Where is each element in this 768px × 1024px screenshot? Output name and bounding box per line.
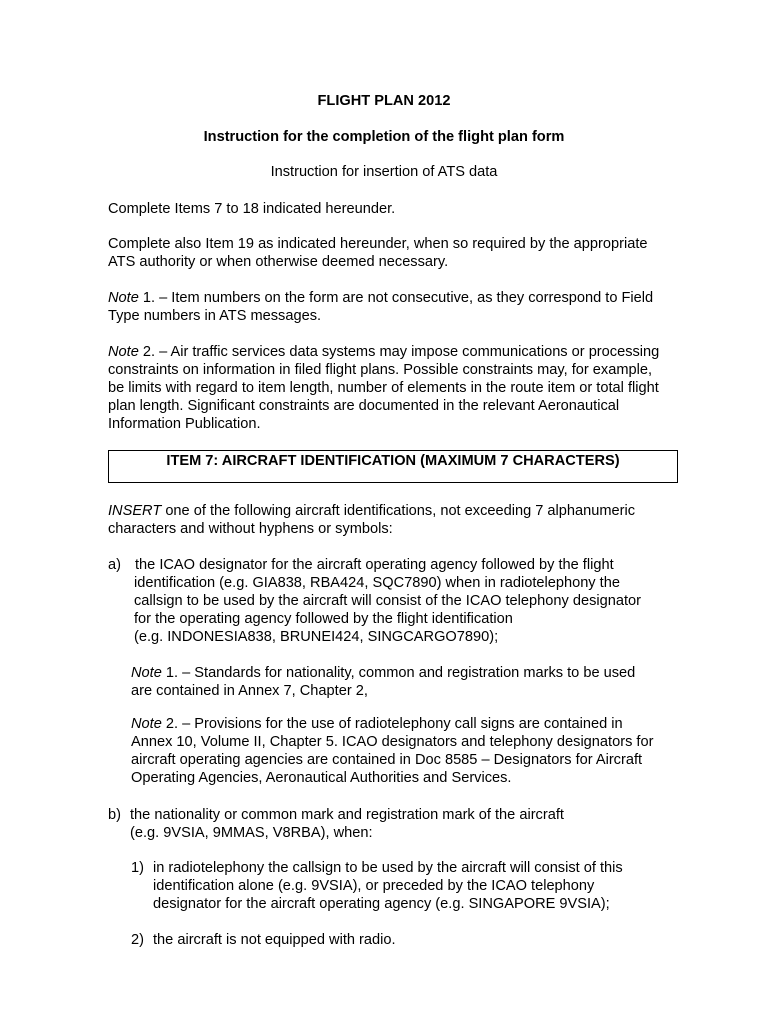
item-a-note-1: Note 1. – Standards for nationality, common and registration marks to be used are contained in Annex 7, Chapter 2, — [131, 665, 636, 699]
list-marker-a: a) — [108, 557, 121, 573]
insert-instruction: INSERT one of the following aircraft identifications, not exceeding 7 alphanumeric characters and without hyphens or symbols: — [108, 503, 636, 537]
note-label: Note — [131, 665, 162, 681]
list-item-a: the ICAO designator for the aircraft operating agency followed by the flight identification (e.g. GIA838, RBA424, SQC7890) when in radiotelephony the callsign to be used by the aircraft will consist of the ICAO telephony designator for the operating agency followed by the flight identification (e.g. INDONESIA838, BRUNEI424, SINGCARGO7890); — [134, 557, 641, 645]
note-2: Note 2. – Air traffic services data systems may impose communications or processing constraints on information in filed flight plans. Possible constraints may, for example, be limits with regard to item length, number of elements in the route item or total flight plan length. Significant constraints are documented in the relevant Aeronautical Information Publication. — [108, 344, 660, 432]
list-item-b2: the aircraft is not equipped with radio. — [153, 932, 396, 948]
item7-heading-box — [108, 450, 678, 483]
list-marker-b: b) — [108, 807, 121, 823]
intro-paragraph-1: Complete Items 7 to 18 indicated hereunder. — [108, 201, 396, 217]
intro-paragraph-2: Complete also Item 19 as indicated hereunder, when so required by the appropriate ATS authority or when otherwise deemed necessary. — [108, 236, 648, 270]
note-label: Note — [108, 290, 139, 306]
list-item-b: the nationality or common mark and registration mark of the aircraft (e.g. 9VSIA, 9MMAS, V8RBA), when: — [130, 807, 564, 841]
page-subtitle: Instruction for the completion of the flight plan form — [203, 129, 565, 145]
note-1: Note 1. – Item numbers on the form are not consecutive, as they correspond to Field Type numbers in ATS messages. — [108, 290, 654, 324]
note-label: Note — [131, 716, 162, 732]
list-marker-b1: 1) — [131, 860, 144, 876]
item-a-note-2: Note 2. – Provisions for the use of radiotelephony call signs are contained in Annex 10, Volume II, Chapter 5. ICAO designators and telephony designators for aircraft operating agencies are contained in Doc 8585 – Designators for Aircraft Operating Agencies, Aeronautical Authorities and Services. — [131, 716, 654, 786]
list-marker-b2: 2) — [131, 932, 144, 948]
list-item-b1: in radiotelephony the callsign to be used by the aircraft will consist of this identification alone (e.g. 9VSIA), or preceded by the ICAO telephony designator for the aircraft operating agency (e.g. SINGAPORE 9VSIA); — [153, 860, 623, 912]
item7-heading: ITEM 7: AIRCRAFT IDENTIFICATION (MAXIMUM 7 CHARACTERS) — [166, 453, 620, 469]
note-label: Note — [108, 344, 139, 360]
insert-keyword: INSERT — [108, 503, 162, 519]
page-title: FLIGHT PLAN 2012 — [317, 93, 451, 109]
section-subheading: Instruction for insertion of ATS data — [270, 164, 498, 180]
